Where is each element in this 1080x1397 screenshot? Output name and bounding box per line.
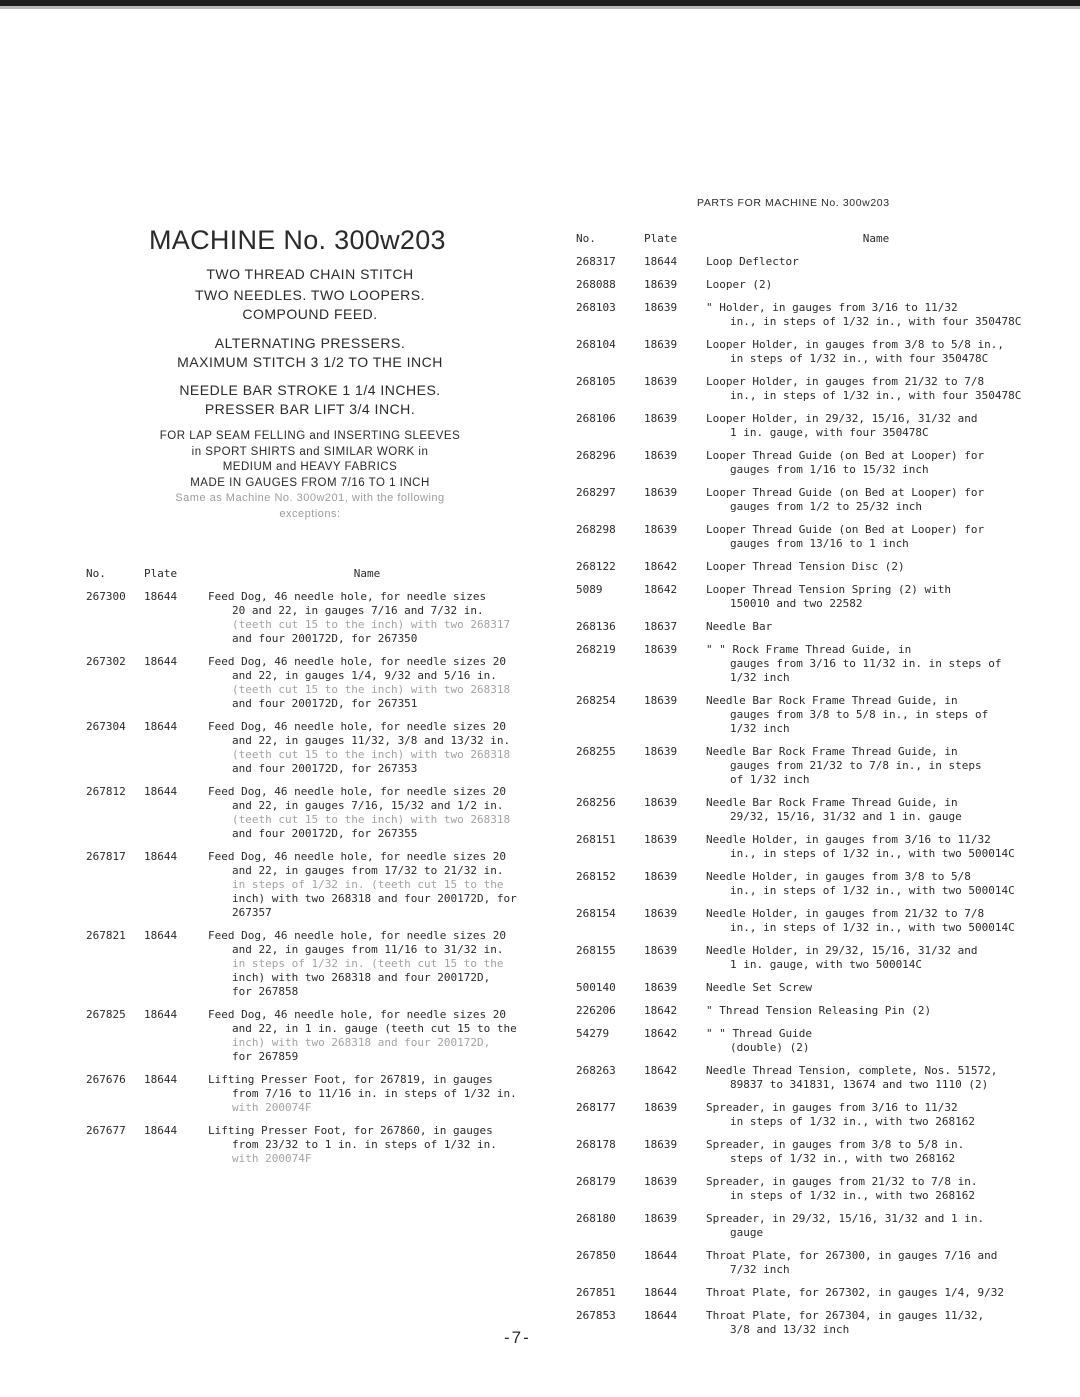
part-number: 267304: [86, 720, 126, 733]
description-line: gauges from 1/2 to 25/32 inch: [730, 500, 923, 513]
table-row: [576, 611, 1046, 634]
description-line: Needle Bar Rock Frame Thread Guide, in: [706, 694, 958, 707]
description-line: " " Rock Frame Thread Guide, in: [706, 643, 912, 656]
part-description: [706, 329, 1046, 366]
description-line: in steps of 1/32 in., with two 268162: [730, 1189, 976, 1202]
description-line: Needle Bar Rock Frame Thread Guide, in: [706, 745, 958, 758]
description-line: inch) with two 268318 and four 200172D,: [232, 1036, 491, 1049]
part-number: 267853: [576, 1309, 616, 1322]
header-name: Name: [353, 567, 381, 580]
part-number: 268122: [576, 560, 616, 573]
description-line: (teeth cut 15 to the inch) with two 268318: [232, 683, 511, 696]
description-line: Looper Thread Guide (on Bed at Looper) for: [706, 449, 985, 462]
exceptions-note: [125, 491, 495, 523]
description-line: in steps of 1/32 in., with two 268162: [730, 1115, 976, 1128]
table-header-row: [576, 232, 1046, 246]
feature-feed: COMPOUND FEED.: [242, 305, 378, 322]
description-line: 29/32, 15/16, 31/32 and 1 in. gauge: [730, 810, 962, 823]
table-header-row: [86, 567, 526, 581]
description-line: Feed Dog, 46 needle hole, for needle sizes 20: [208, 655, 507, 668]
part-description: [208, 999, 526, 1064]
description-line: 7/32 inch: [730, 1263, 790, 1276]
description-line: Looper Holder, in 29/32, 15/16, 31/32 and: [706, 412, 978, 425]
plate-number: 18639: [644, 745, 678, 758]
feature-presser-bar-lift: PRESSER BAR LIFT 3/4 INCH.: [204, 401, 416, 418]
description-line: gauges from 21/32 to 7/8 in., in steps: [730, 759, 982, 772]
plate-number: 18637: [644, 620, 678, 633]
part-number: 268104: [576, 338, 616, 351]
part-number: 267821: [86, 929, 126, 942]
feature-needle-bar-stroke: NEEDLE BAR STROKE 1 1/4 INCHES.: [179, 382, 441, 399]
part-description: [706, 269, 1046, 292]
description-line: in steps of 1/32 in., with four 350478C: [730, 352, 989, 365]
feature-pressers: ALTERNATING PRESSERS.: [214, 334, 406, 351]
description-line: Looper (2): [706, 278, 773, 291]
description-line: 150010 and two 22582: [730, 597, 863, 610]
description-line: 1 in. gauge, with four 350478C: [730, 426, 929, 439]
part-description: [706, 995, 1046, 1018]
table-row: [576, 995, 1046, 1018]
feature-stitch: TWO THREAD CHAIN STITCH: [206, 266, 414, 282]
table-row: [86, 841, 526, 920]
part-number: 268088: [576, 278, 616, 291]
parts-section-title: PARTS FOR MACHINE No. 300w203: [697, 197, 890, 209]
part-description: [706, 685, 1046, 736]
part-description: [706, 246, 1046, 269]
description-line: 267357: [232, 906, 272, 919]
part-number: 500140: [576, 981, 616, 994]
description-line: 20 and 22, in gauges 7/16 and 7/32 in.: [232, 604, 484, 617]
right-parts-body: [576, 246, 1046, 1337]
part-description: [706, 1055, 1046, 1092]
description-line: and four 200172D, for 267355: [232, 827, 418, 840]
part-number: 268154: [576, 907, 616, 920]
description-line: " " Thread Guide: [706, 1027, 812, 1040]
description-line: in., in steps of 1/32 in., with two 500014C: [730, 921, 1015, 934]
description-line: Throat Plate, for 267300, in gauges 7/16 and: [706, 1249, 998, 1262]
uses-line-4: MADE IN GAUGES FROM 7/16 TO 1 INCH: [190, 476, 430, 489]
plate-number: 18642: [644, 1064, 678, 1077]
part-number: 268255: [576, 745, 616, 758]
description-line: Spreader, in gauges from 3/8 to 5/8 in.: [706, 1138, 965, 1151]
plate-number: 18639: [644, 1101, 678, 1114]
description-line: Feed Dog, 46 needle hole, for needle sizes 20: [208, 850, 507, 863]
part-number: 268296: [576, 449, 616, 462]
description-line: with 200074F: [232, 1101, 312, 1114]
description-line: Spreader, in 29/32, 15/16, 31/32 and 1 in.: [706, 1212, 985, 1225]
plate-number: 18639: [644, 301, 678, 314]
feature-max-stitch: MAXIMUM STITCH 3 1/2 TO THE INCH: [177, 353, 443, 370]
part-number: 268105: [576, 375, 616, 388]
part-number: 268136: [576, 620, 616, 633]
plate-number: 18644: [644, 1249, 678, 1262]
part-description: [706, 440, 1046, 477]
description-line: Feed Dog, 46 needle hole, for needle sizes 20: [208, 929, 507, 942]
plate-number: 18644: [144, 850, 178, 863]
plate-number: 18644: [644, 255, 678, 268]
part-description: [706, 574, 1046, 611]
part-description: [706, 972, 1046, 995]
description-line: and 22, in 1 in. gauge (teeth cut 15 to the: [232, 1022, 517, 1035]
part-description: [706, 634, 1046, 685]
plate-number: 18644: [144, 1073, 178, 1086]
part-number: 268263: [576, 1064, 616, 1077]
plate-number: 18639: [644, 643, 678, 656]
table-row: [86, 646, 526, 711]
plate-number: 18642: [644, 583, 678, 596]
description-line: and four 200172D, for 267353: [232, 762, 418, 775]
part-description: [208, 776, 526, 841]
part-number: 267677: [86, 1124, 126, 1137]
description-line: 1/32 inch: [730, 671, 790, 684]
description-line: gauge: [730, 1226, 764, 1239]
description-line: Needle Holder, in gauges from 3/8 to 5/8: [706, 870, 971, 883]
part-number: 267850: [576, 1249, 616, 1262]
plate-number: 18639: [644, 523, 678, 536]
description-line: Needle Holder, in gauges from 3/16 to 11/32: [706, 833, 991, 846]
description-line: (teeth cut 15 to the inch) with two 268318: [232, 748, 511, 761]
part-description: [706, 1300, 1046, 1337]
part-number: 268106: [576, 412, 616, 425]
part-number: 268317: [576, 255, 616, 268]
plate-number: 18639: [644, 412, 678, 425]
description-line: and four 200172D, for 267351: [232, 697, 418, 710]
feature-needles-loopers: TWO NEEDLES. TWO LOOPERS.: [194, 286, 426, 303]
part-description: [706, 551, 1046, 574]
table-row: [86, 920, 526, 999]
table-row: [576, 1129, 1046, 1166]
plate-number: 18639: [644, 944, 678, 957]
table-row: [86, 1064, 526, 1115]
description-line: Lifting Presser Foot, for 267860, in gauges: [208, 1124, 493, 1137]
description-line: Spreader, in gauges from 21/32 to 7/8 in.: [706, 1175, 978, 1188]
part-number: 267825: [86, 1008, 126, 1021]
part-number: 267851: [576, 1286, 616, 1299]
table-row: [576, 634, 1046, 685]
plate-number: 18639: [644, 278, 678, 291]
part-number: 267302: [86, 655, 126, 668]
description-line: in., in steps of 1/32 in., with four 350478C: [730, 315, 1022, 328]
description-line: Feed Dog, 46 needle hole, for needle sizes: [208, 590, 487, 603]
part-number: 267676: [86, 1073, 126, 1086]
part-number: 54279: [576, 1027, 610, 1040]
table-row: [576, 269, 1046, 292]
table-row: [576, 403, 1046, 440]
part-description: [208, 920, 526, 999]
plate-number: 18642: [644, 1027, 678, 1040]
part-description: [706, 1018, 1046, 1055]
table-row: [576, 477, 1046, 514]
part-description: [706, 1129, 1046, 1166]
part-number: 268179: [576, 1175, 616, 1188]
plate-number: 18644: [644, 1309, 678, 1322]
part-description: [706, 1166, 1046, 1203]
description-line: Throat Plate, for 267302, in gauges 1/4, 9/32: [706, 1286, 1005, 1299]
part-description: [706, 1277, 1046, 1300]
description-line: " Holder, in gauges from 3/16 to 11/32: [706, 301, 958, 314]
left-parts-body: [86, 581, 526, 1166]
plate-number: 18639: [644, 1175, 678, 1188]
description-line: (double) (2): [730, 1041, 810, 1054]
plate-number: 18639: [644, 1138, 678, 1151]
table-row: [576, 1055, 1046, 1092]
part-description: [706, 824, 1046, 861]
description-line: and 22, in gauges 7/16, 15/32 and 1/2 in.: [232, 799, 504, 812]
description-line: Needle Set Screw: [706, 981, 812, 994]
description-line: and 22, in gauges 11/32, 3/8 and 13/32 in.: [232, 734, 511, 747]
header-no: No.: [576, 232, 596, 245]
table-row: [576, 972, 1046, 995]
part-description: [706, 898, 1046, 935]
part-description: [706, 611, 1046, 634]
part-description: [208, 711, 526, 776]
description-line: for 267859: [232, 1050, 299, 1063]
machine-title: MACHINE No. 300w203: [149, 225, 446, 255]
part-description: [706, 477, 1046, 514]
header-plate: Plate: [144, 567, 178, 580]
part-description: [706, 1092, 1046, 1129]
description-line: Needle Holder, in 29/32, 15/16, 31/32 and: [706, 944, 978, 957]
description-line: 3/8 and 13/32 inch: [730, 1323, 850, 1336]
description-line: gauges from 3/16 to 11/32 in. in steps of: [730, 657, 1002, 670]
part-description: [706, 514, 1046, 551]
part-number: 268152: [576, 870, 616, 883]
table-row: [86, 711, 526, 776]
table-row: [576, 1300, 1046, 1337]
description-line: Spreader, in gauges from 3/16 to 11/32: [706, 1101, 958, 1114]
description-line: gauges from 13/16 to 1 inch: [730, 537, 909, 550]
part-number: 267817: [86, 850, 126, 863]
plate-number: 18639: [644, 694, 678, 707]
plate-number: 18639: [644, 907, 678, 920]
part-number: 267812: [86, 785, 126, 798]
description-line: Needle Bar Rock Frame Thread Guide, in: [706, 796, 958, 809]
header-name: Name: [862, 232, 890, 245]
part-description: [706, 292, 1046, 329]
description-line: and 22, in gauges from 11/16 to 31/32 in.: [232, 943, 504, 956]
table-row: [576, 861, 1046, 898]
plate-number: 18644: [144, 1124, 178, 1137]
right-parts-table: [576, 232, 1046, 1337]
description-line: in., in steps of 1/32 in., with four 350478C: [730, 389, 1022, 402]
plate-number: 18642: [644, 1004, 678, 1017]
part-description: [208, 581, 526, 646]
plate-number: 18639: [644, 796, 678, 809]
description-line: from 7/16 to 11/16 in. in steps of 1/32 in.: [232, 1087, 517, 1100]
description-line: 89837 to 341831, 13674 and two 1110 (2): [730, 1078, 989, 1091]
description-line: in., in steps of 1/32 in., with two 500014C: [730, 847, 1015, 860]
description-line: and four 200172D, for 267350: [232, 632, 418, 645]
plate-number: 18644: [144, 785, 178, 798]
description-line: Looper Holder, in gauges from 3/8 to 5/8 in.,: [706, 338, 1005, 351]
table-row: [576, 1092, 1046, 1129]
table-row: [86, 1115, 526, 1166]
description-line: Looper Holder, in gauges from 21/32 to 7/8: [706, 375, 985, 388]
part-description: [208, 646, 526, 711]
plate-number: 18644: [644, 1286, 678, 1299]
plate-number: 18639: [644, 486, 678, 499]
part-number: 268254: [576, 694, 616, 707]
description-line: (teeth cut 15 to the inch) with two 268318: [232, 813, 511, 826]
table-row: [576, 1018, 1046, 1055]
table-row: [576, 1203, 1046, 1240]
plate-number: 18644: [144, 590, 178, 603]
plate-number: 18639: [644, 981, 678, 994]
description-line: steps of 1/32 in., with two 268162: [730, 1152, 956, 1165]
description-line: of 1/32 inch: [730, 773, 810, 786]
description-line: in steps of 1/32 in. (teeth cut 15 to the: [232, 878, 504, 891]
part-description: [706, 787, 1046, 824]
table-row: [576, 366, 1046, 403]
uses-line-1: FOR LAP SEAM FELLING and INSERTING SLEEVES: [159, 430, 461, 443]
description-line: Feed Dog, 46 needle hole, for needle sizes 20: [208, 785, 507, 798]
table-row: [86, 581, 526, 646]
part-number: 226206: [576, 1004, 616, 1017]
table-row: [576, 736, 1046, 787]
description-line: and 22, in gauges from 17/32 to 21/32 in.: [232, 864, 504, 877]
description-line: Looper Thread Tension Spring (2) with: [706, 583, 952, 596]
table-row: [576, 1277, 1046, 1300]
table-row: [576, 292, 1046, 329]
part-number: 268155: [576, 944, 616, 957]
description-line: " Thread Tension Releasing Pin (2): [706, 1004, 932, 1017]
description-line: Throat Plate, for 267304, in gauges 11/32,: [706, 1309, 985, 1322]
part-description: [706, 1203, 1046, 1240]
part-number: 5089: [576, 583, 603, 596]
description-line: Loop Deflector: [706, 255, 799, 268]
part-number: 268298: [576, 523, 616, 536]
page-number: -7-: [504, 1328, 531, 1347]
plate-number: 18644: [144, 720, 178, 733]
part-number: 268103: [576, 301, 616, 314]
header-no: No.: [86, 567, 106, 580]
table-row: [576, 1166, 1046, 1203]
machine-spec: [125, 225, 495, 523]
plate-number: 18639: [644, 870, 678, 883]
plate-number: 18642: [644, 560, 678, 573]
plate-number: 18644: [144, 1008, 178, 1021]
part-number: 268297: [576, 486, 616, 499]
part-description: [208, 1115, 526, 1166]
description-line: Needle Thread Tension, complete, Nos. 51572,: [706, 1064, 998, 1077]
plate-number: 18639: [644, 338, 678, 351]
left-parts-table: [86, 567, 526, 1166]
part-description: [706, 861, 1046, 898]
part-description: [706, 1240, 1046, 1277]
part-description: [706, 403, 1046, 440]
description-line: inch) with two 268318 and four 200172D, for: [232, 892, 517, 905]
description-line: Feed Dog, 46 needle hole, for needle sizes 20: [208, 1008, 507, 1021]
description-line: gauges from 1/16 to 15/32 inch: [730, 463, 929, 476]
table-row: [576, 1240, 1046, 1277]
table-row: [576, 935, 1046, 972]
table-row: [576, 898, 1046, 935]
table-row: [576, 440, 1046, 477]
part-description: [208, 841, 526, 920]
part-description: [706, 366, 1046, 403]
description-line: inch) with two 268318 and four 200172D,: [232, 971, 491, 984]
plate-number: 18639: [644, 833, 678, 846]
description-line: and 22, in gauges 1/4, 9/32 and 5/16 in.: [232, 669, 497, 682]
description-line: Looper Thread Guide (on Bed at Looper) for: [706, 486, 985, 499]
description-line: in steps of 1/32 in. (teeth cut 15 to the: [232, 957, 504, 970]
description-line: (teeth cut 15 to the inch) with two 268317: [232, 618, 511, 631]
description-line: Needle Holder, in gauges from 21/32 to 7/8: [706, 907, 985, 920]
table-row: [576, 574, 1046, 611]
part-number: 268177: [576, 1101, 616, 1114]
description-line: for 267858: [232, 985, 299, 998]
description-line: gauges from 3/8 to 5/8 in., in steps of: [730, 708, 989, 721]
part-number: 268178: [576, 1138, 616, 1151]
description-line: from 23/32 to 1 in. in steps of 1/32 in.: [232, 1138, 497, 1151]
part-description: [706, 736, 1046, 787]
part-number: 268256: [576, 796, 616, 809]
description-line: Lifting Presser Foot, for 267819, in gauges: [208, 1073, 493, 1086]
plate-number: 18639: [644, 449, 678, 462]
part-description: [706, 935, 1046, 972]
description-line: Looper Thread Tension Disc (2): [706, 560, 905, 573]
header-plate: Plate: [644, 232, 678, 245]
table-row: [576, 824, 1046, 861]
table-row: [576, 551, 1046, 574]
note-line: Same as Machine No. 300w201, with the following: [175, 492, 445, 505]
description-line: Feed Dog, 46 needle hole, for needle sizes 20: [208, 720, 507, 733]
plate-number: 18639: [644, 375, 678, 388]
table-row: [86, 776, 526, 841]
description-line: with 200074F: [232, 1152, 312, 1165]
uses-line-3: MEDIUM and HEAVY FABRICS: [222, 461, 398, 474]
description-line: in., in steps of 1/32 in., with two 500014C: [730, 884, 1015, 897]
part-number: 268180: [576, 1212, 616, 1225]
description-line: 1/32 inch: [730, 722, 790, 735]
table-row: [576, 685, 1046, 736]
plate-number: 18639: [644, 1212, 678, 1225]
plate-number: 18644: [144, 655, 178, 668]
part-number: 267300: [86, 590, 126, 603]
note-line: exceptions:: [279, 508, 341, 521]
table-row: [576, 246, 1046, 269]
uses-line-2: in SPORT SHIRTS and SIMILAR WORK in: [191, 445, 429, 458]
part-number: 268151: [576, 833, 616, 846]
description-line: Needle Bar: [706, 620, 773, 633]
table-row: [86, 999, 526, 1064]
description-line: 1 in. gauge, with two 500014C: [730, 958, 923, 971]
part-description: [208, 1064, 526, 1115]
description-line: Looper Thread Guide (on Bed at Looper) for: [706, 523, 985, 536]
part-number: 268219: [576, 643, 616, 656]
table-row: [576, 329, 1046, 366]
table-row: [576, 514, 1046, 551]
table-row: [576, 787, 1046, 824]
plate-number: 18644: [144, 929, 178, 942]
top-edge-shadow: [0, 6, 1080, 9]
